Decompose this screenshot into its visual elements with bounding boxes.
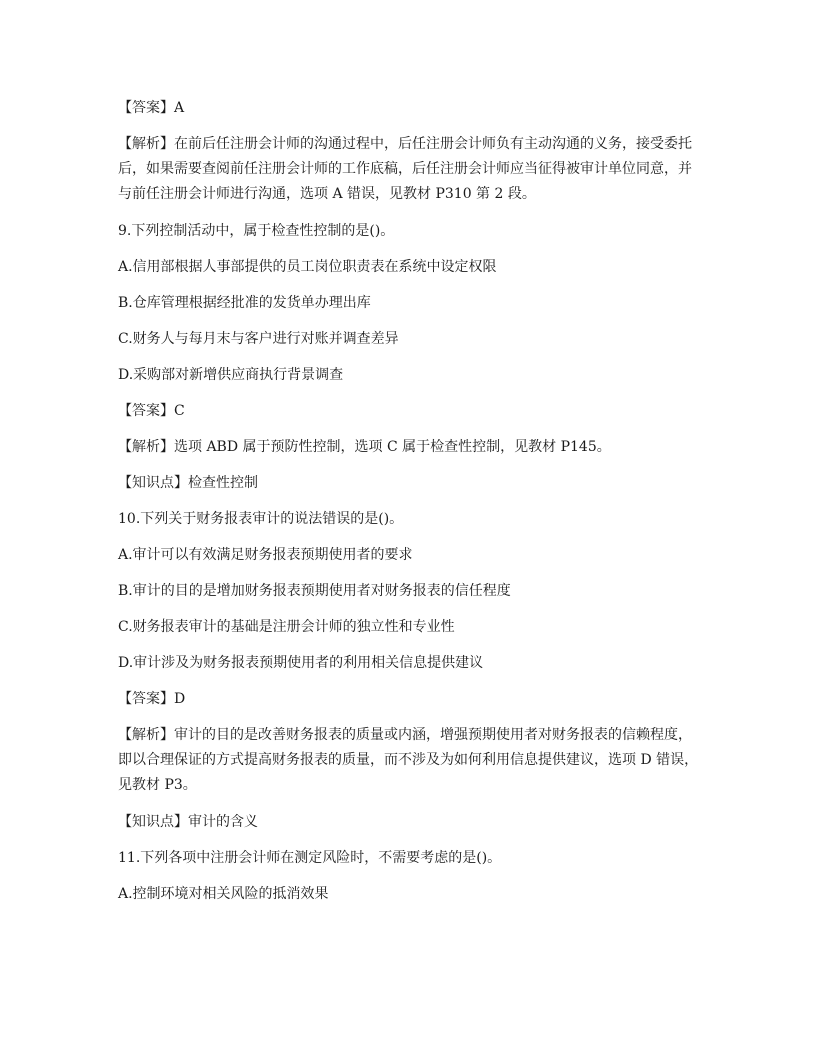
- option-10d: [118, 651, 704, 675]
- text-line: A.控制环境对相关风险的抵消效果: [118, 886, 329, 902]
- text-line: 【知识点】检查性控制: [118, 475, 258, 491]
- text-line: 【解析】在前后任注册会计师的沟通过程中，后任注册会计师负有主动沟通的义务，接受委托: [118, 136, 692, 152]
- answer-10: [118, 687, 704, 711]
- text-line: C.财务报表审计的基础是注册会计师的独立性和专业性: [118, 619, 455, 635]
- text-line: A.信用部根据人事部提供的员工岗位职责表在系统中设定权限: [118, 259, 497, 275]
- option-9a: [118, 255, 704, 279]
- knowledge-9: [118, 471, 704, 495]
- question-10: [118, 507, 704, 531]
- analysis-8: [118, 132, 704, 207]
- text-line: C.财务人与每月末与客户进行对账并调查差异: [118, 331, 399, 347]
- text-line: 【解析】选项 ABD 属于预防性控制，选项 C 属于检查性控制，见教材 P145。: [118, 439, 611, 455]
- text-line: 【答案】C: [118, 403, 185, 419]
- text-line: 见教材 P3。: [118, 777, 197, 793]
- option-9d: [118, 363, 704, 387]
- text-line: 9.下列控制活动中，属于检查性控制的是()。: [118, 223, 395, 239]
- document-page: [118, 96, 704, 918]
- text-line: 10.下列关于财务报表审计的说法错误的是()。: [118, 511, 404, 527]
- question-9: [118, 219, 704, 243]
- text-line: 【答案】A: [118, 100, 185, 116]
- text-line: A.审计可以有效满足财务报表预期使用者的要求: [118, 547, 413, 563]
- text-line: 后，如果需要查阅前任注册会计师的工作底稿，后任注册会计师应当征得被审计单位同意，并: [118, 161, 692, 177]
- text-line: 即以合理保证的方式提高财务报表的质量，而不涉及为如何利用信息提供建议，选项 D 错误，: [118, 752, 699, 768]
- text-line: B.仓库管理根据经批准的发货单办理出库: [118, 295, 371, 311]
- analysis-9: [118, 435, 704, 459]
- text-line: B.审计的目的是增加财务报表预期使用者对财务报表的信任程度: [118, 583, 511, 599]
- text-line: 11.下列各项中注册会计师在测定风险时，不需要考虑的是()。: [118, 850, 502, 866]
- knowledge-10: [118, 810, 704, 834]
- text-line: D.审计涉及为财务报表预期使用者的利用相关信息提供建议: [118, 655, 484, 671]
- option-9c: [118, 327, 704, 351]
- text-line: 与前任注册会计师进行沟通，选项 A 错误，见教材 P310 第 2 段。: [118, 186, 536, 202]
- option-11a: [118, 882, 704, 906]
- option-9b: [118, 291, 704, 315]
- text-line: 【知识点】审计的含义: [118, 814, 258, 830]
- answer-9: [118, 399, 704, 423]
- question-11: [118, 846, 704, 870]
- option-10c: [118, 615, 704, 639]
- answer-8: [118, 96, 704, 120]
- analysis-10: [118, 723, 704, 798]
- option-10b: [118, 579, 704, 603]
- option-10a: [118, 543, 704, 567]
- text-line: D.采购部对新增供应商执行背景调查: [118, 367, 344, 383]
- text-line: 【答案】D: [118, 691, 186, 707]
- text-line: 【解析】审计的目的是改善财务报表的质量或内涵，增强预期使用者对财务报表的信赖程度，: [118, 727, 692, 743]
